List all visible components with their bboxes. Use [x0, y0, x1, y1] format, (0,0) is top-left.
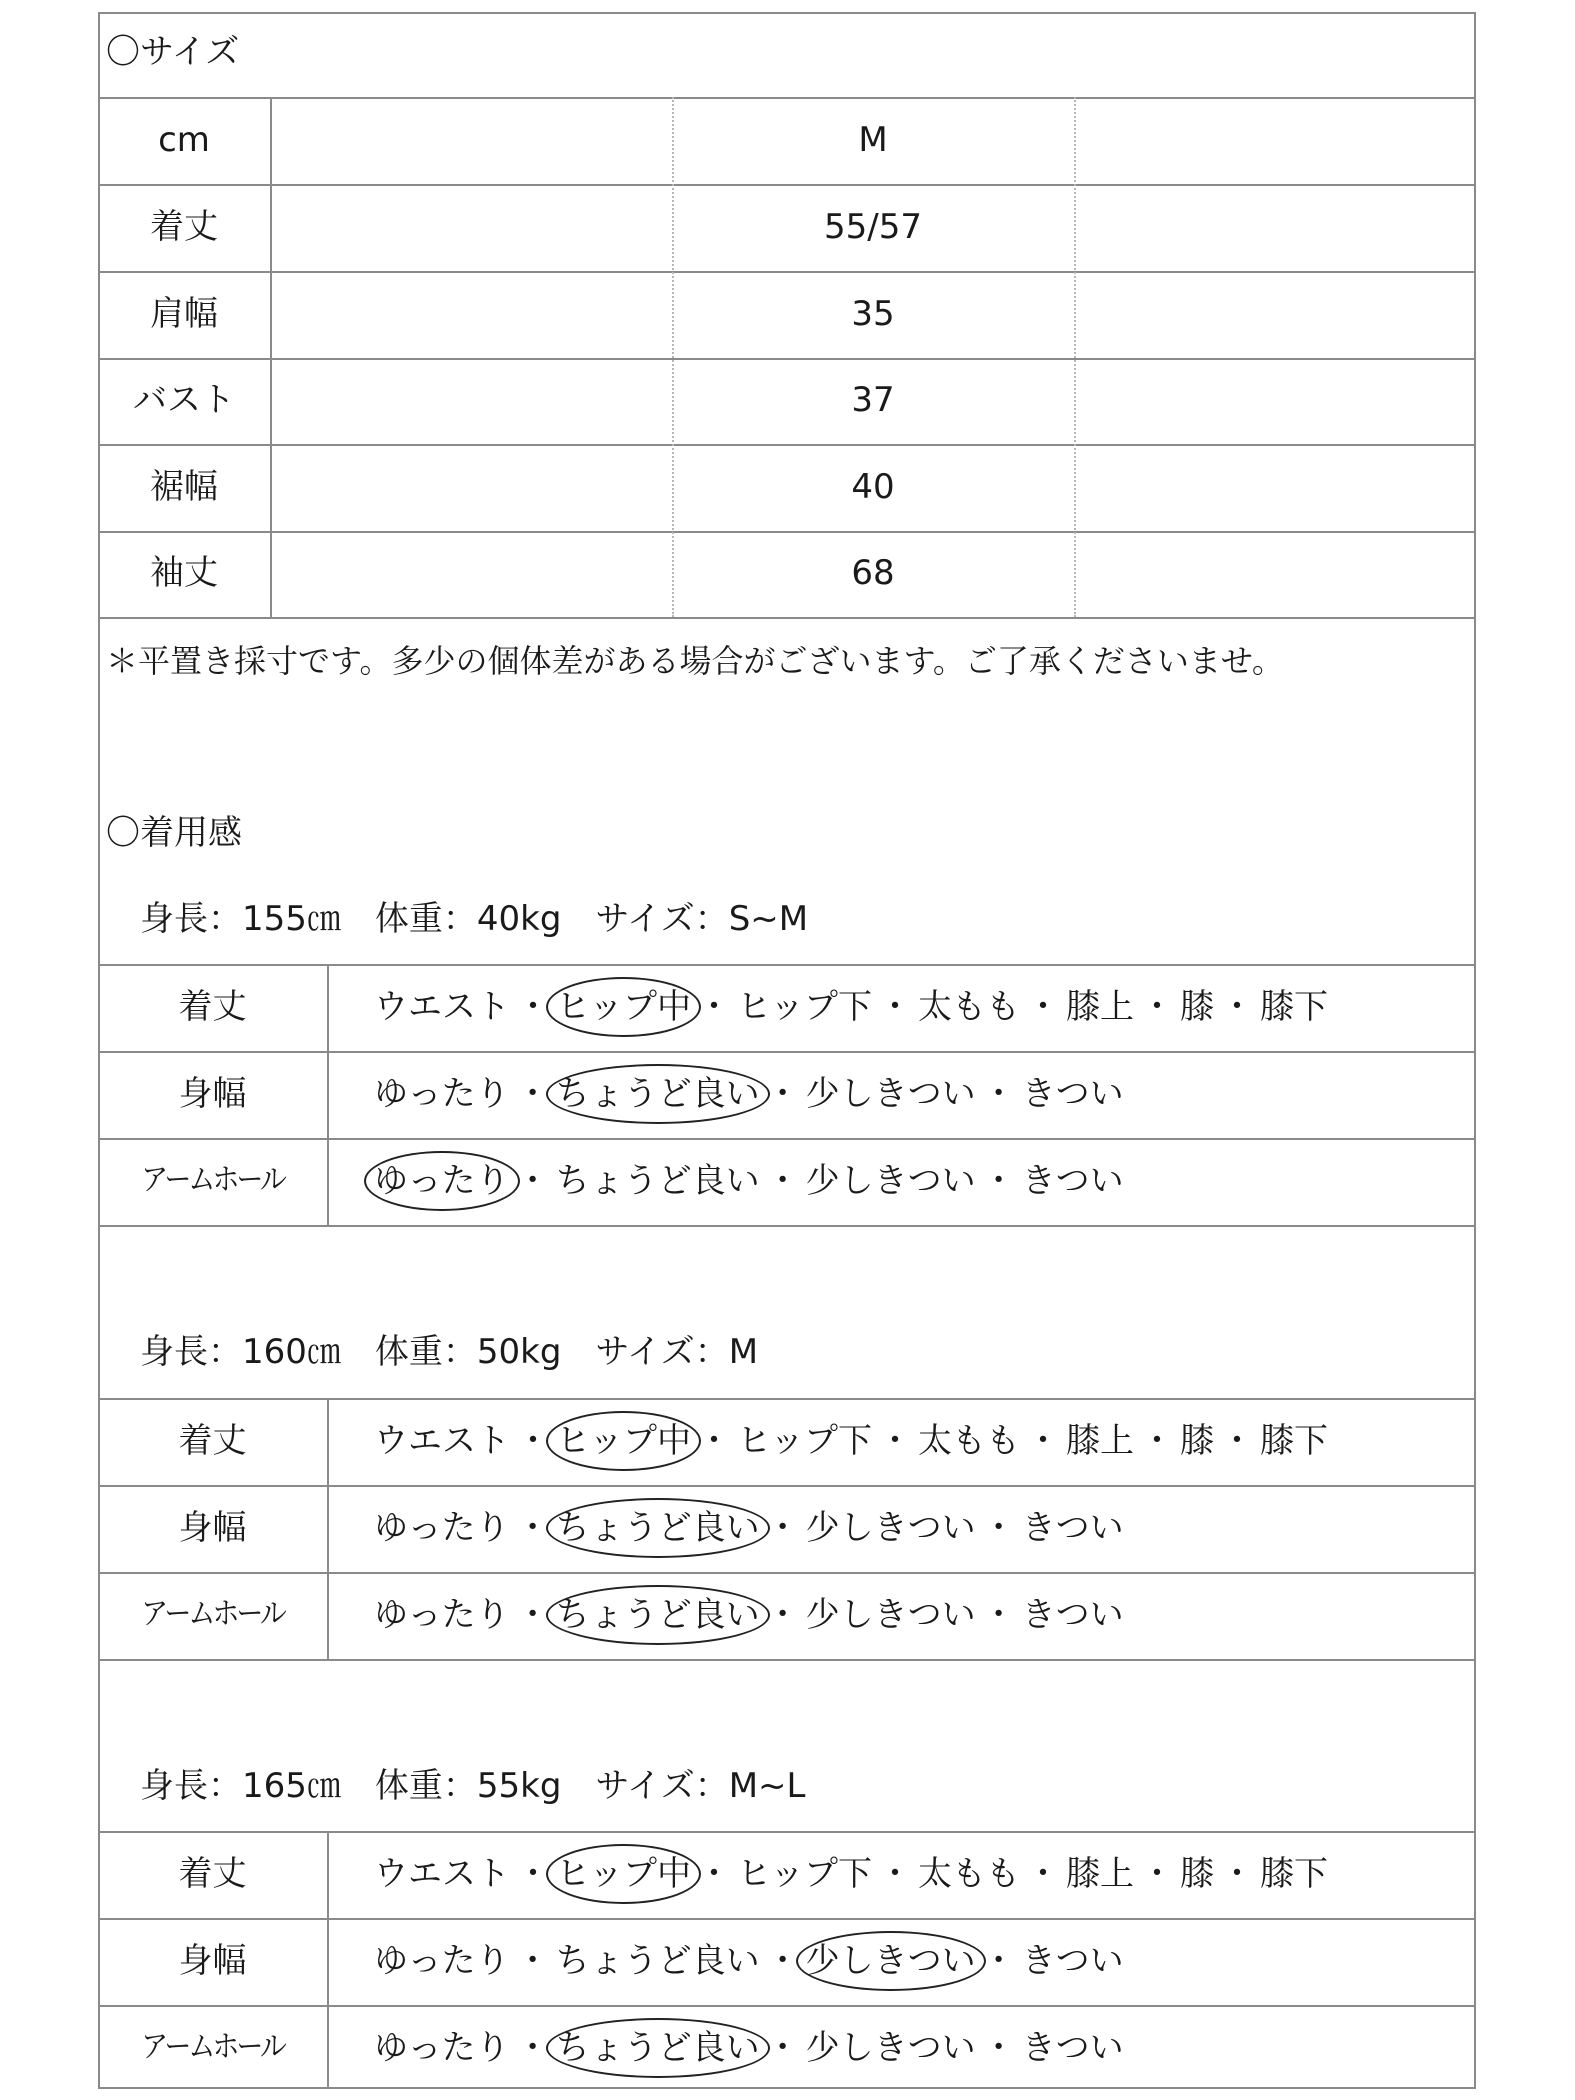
column-divider — [1074, 97, 1076, 617]
divider — [98, 1918, 1476, 1920]
divider — [98, 2005, 1476, 2007]
fit-option: ウエスト — [374, 987, 510, 1027]
fit-label: アームホール — [141, 1162, 284, 1199]
row-value-bust: 37 — [851, 380, 895, 420]
fit-option: きつい — [1021, 2028, 1124, 2068]
option-separator: ・ — [1219, 1854, 1254, 1894]
option-separator: ・ — [516, 1421, 550, 1461]
option-separator: ・ — [515, 1508, 550, 1548]
fit-label: 身幅 — [178, 1941, 247, 1981]
option-separator: ・ — [765, 1508, 800, 1548]
option-separator: ・ — [696, 987, 731, 1027]
divider — [98, 184, 1476, 186]
fit-option: ちょうど良い — [555, 1161, 760, 1201]
fit-option-selected: 少しきつい — [802, 1941, 980, 1981]
fit-option: 膝上 — [1065, 1854, 1134, 1894]
row-value-shoulder: 35 — [851, 294, 895, 334]
fit-options — [370, 2028, 1128, 2068]
fit-option: 膝下 — [1259, 987, 1328, 1027]
option-separator: ・ — [515, 1074, 550, 1114]
fit-option-selected: ちょうど良い — [552, 1508, 764, 1548]
column-divider — [327, 1831, 329, 2089]
option-separator: ・ — [765, 1941, 800, 1981]
fit-option: ゆったり — [374, 1595, 510, 1635]
option-separator: ・ — [981, 1941, 1016, 1981]
option-separator: ・ — [981, 1508, 1016, 1548]
model-profile-3: 身長：165㎝ 体重：55kg サイズ：M~L — [140, 1766, 806, 1806]
fit-option: 膝 — [1179, 1421, 1214, 1461]
fit-option: きつい — [1021, 1161, 1124, 1201]
fit-option-selected: ゆったり — [370, 1161, 514, 1201]
row-value-hem: 40 — [851, 467, 895, 507]
fit-options — [370, 1161, 1128, 1201]
divider — [98, 97, 1476, 99]
divider — [98, 531, 1476, 533]
fit-options — [370, 1508, 1128, 1548]
fit-label: 身幅 — [178, 1508, 247, 1548]
fit-option: 膝上 — [1065, 987, 1134, 1027]
unit-header: cm — [158, 120, 210, 160]
fit-option: 太もも — [917, 1421, 1020, 1461]
option-separator: ・ — [1219, 987, 1254, 1027]
option-separator: ・ — [1025, 1421, 1060, 1461]
column-divider — [270, 97, 272, 617]
fit-option: ゆったり — [374, 1074, 510, 1114]
option-separator: ・ — [1139, 987, 1174, 1027]
option-separator: ・ — [515, 1595, 550, 1635]
fit-label: 着丈 — [178, 1854, 247, 1894]
fit-option: きつい — [1021, 1595, 1124, 1635]
fit-label: アームホール — [141, 2029, 284, 2066]
fit-option: ウエスト — [374, 1854, 510, 1894]
fit-option-selected: ヒップ中 — [552, 1854, 695, 1894]
row-value-length: 55/57 — [824, 207, 922, 247]
option-separator: ・ — [877, 1421, 912, 1461]
divider — [98, 964, 1476, 966]
size-section-title: 〇サイズ — [106, 32, 240, 72]
column-divider — [327, 964, 329, 1225]
option-separator: ・ — [516, 1854, 550, 1894]
divider — [98, 617, 1476, 619]
column-divider — [327, 1398, 329, 1659]
fit-option: ゆったり — [374, 1508, 510, 1548]
fit-options — [370, 987, 1332, 1027]
fit-option: きつい — [1021, 1074, 1124, 1114]
fit-option: きつい — [1021, 1508, 1124, 1548]
row-label-bust: バスト — [133, 380, 235, 420]
divider — [98, 1659, 1476, 1661]
fit-option-selected: ちょうど良い — [552, 1074, 764, 1114]
option-separator: ・ — [981, 1074, 1016, 1114]
option-separator: ・ — [696, 1421, 731, 1461]
divider — [98, 1572, 1476, 1574]
fit-option-selected: ヒップ中 — [552, 1421, 695, 1461]
option-separator: ・ — [516, 987, 550, 1027]
option-separator: ・ — [765, 1595, 800, 1635]
fit-option: ヒップ下 — [736, 1421, 872, 1461]
fit-label: 着丈 — [178, 987, 247, 1027]
option-separator: ・ — [1025, 1854, 1060, 1894]
row-label-shoulder: 肩幅 — [150, 294, 218, 334]
option-separator: ・ — [1139, 1854, 1174, 1894]
divider — [98, 358, 1476, 360]
fit-option: 太もも — [917, 1854, 1020, 1894]
fit-option: ヒップ下 — [736, 987, 872, 1027]
option-separator: ・ — [981, 1595, 1016, 1635]
fit-option: 膝上 — [1065, 1421, 1134, 1461]
model-profile-1: 身長：155㎝ 体重：40kg サイズ：S~M — [140, 899, 809, 939]
option-separator: ・ — [981, 2028, 1016, 2068]
option-separator: ・ — [1025, 987, 1060, 1027]
fit-options — [370, 1941, 1128, 1981]
row-label-length: 着丈 — [150, 207, 218, 247]
divider — [98, 1485, 1476, 1487]
option-separator: ・ — [981, 1161, 1016, 1201]
fit-option: 少しきつい — [805, 1161, 976, 1201]
fit-option: ゆったり — [374, 2028, 510, 2068]
option-separator: ・ — [877, 987, 912, 1027]
fit-option: 膝下 — [1259, 1854, 1328, 1894]
option-separator: ・ — [877, 1854, 912, 1894]
fit-option-selected: ちょうど良い — [552, 2028, 764, 2068]
fit-label: 身幅 — [178, 1074, 247, 1114]
fit-options — [370, 1074, 1128, 1114]
option-separator: ・ — [515, 1161, 550, 1201]
size-header-m: M — [858, 120, 888, 160]
divider — [98, 1831, 1476, 1833]
fit-option-selected: ヒップ中 — [552, 987, 695, 1027]
fit-options — [370, 1595, 1128, 1635]
fit-option: 太もも — [917, 987, 1020, 1027]
fit-option: 少しきつい — [805, 1595, 976, 1635]
fit-section-title: 〇着用感 — [106, 813, 242, 853]
fit-options — [370, 1854, 1332, 1894]
fit-option: 膝下 — [1259, 1421, 1328, 1461]
fit-option: 膝 — [1179, 1854, 1214, 1894]
fit-option: ゆったり — [374, 1941, 510, 1981]
divider — [98, 1398, 1476, 1400]
fit-option: ウエスト — [374, 1421, 510, 1461]
fit-label: 着丈 — [178, 1421, 247, 1461]
option-separator: ・ — [515, 1941, 550, 1981]
fit-label: アームホール — [141, 1596, 284, 1633]
measurement-note: ＊平置き採寸です。多少の個体差がある場合がございます。ご了承くださいませ。 — [106, 642, 1284, 680]
divider — [98, 444, 1476, 446]
row-value-sleeve: 68 — [851, 553, 895, 593]
option-separator: ・ — [765, 1074, 800, 1114]
row-label-hem: 裾幅 — [150, 467, 218, 507]
fit-options — [370, 1421, 1332, 1461]
option-separator: ・ — [515, 2028, 550, 2068]
fit-option: 少しきつい — [805, 2028, 976, 2068]
option-separator: ・ — [696, 1854, 731, 1894]
column-divider — [672, 97, 674, 617]
option-separator: ・ — [1219, 1421, 1254, 1461]
fit-option: きつい — [1021, 1941, 1124, 1981]
option-separator: ・ — [765, 1161, 800, 1201]
divider — [98, 1051, 1476, 1053]
fit-option: 少しきつい — [805, 1508, 976, 1548]
fit-option-selected: ちょうど良い — [552, 1595, 764, 1635]
divider — [98, 1138, 1476, 1140]
divider — [98, 271, 1476, 273]
fit-option: 少しきつい — [805, 1074, 976, 1114]
fit-option: 膝 — [1179, 987, 1214, 1027]
option-separator: ・ — [1139, 1421, 1174, 1461]
row-label-sleeve: 袖丈 — [150, 553, 218, 593]
option-separator: ・ — [765, 2028, 800, 2068]
fit-option: ちょうど良い — [555, 1941, 760, 1981]
fit-option: ヒップ下 — [736, 1854, 872, 1894]
divider — [98, 1225, 1476, 1227]
model-profile-2: 身長：160㎝ 体重：50kg サイズ：M — [140, 1332, 759, 1372]
